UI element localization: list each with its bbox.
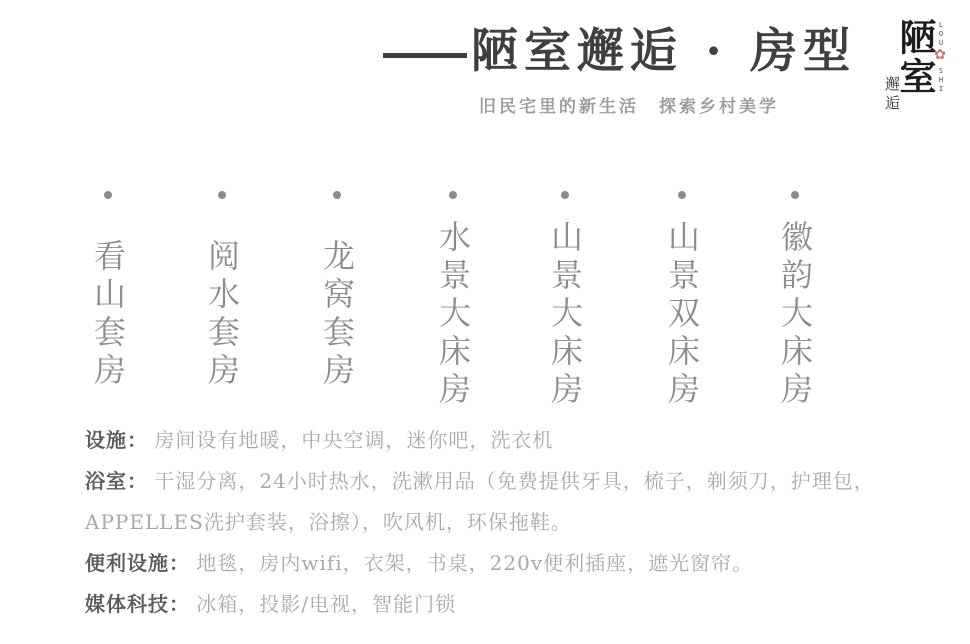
flower-seal-icon: ✿: [934, 47, 946, 63]
bullet-dot-icon: [449, 191, 457, 199]
amenity-text: 地毯，房内wifi，衣架，书桌，220v便利插座，遮光窗帘。: [196, 551, 754, 575]
room-type-column: [315, 191, 359, 417]
logo-sub-text: 邂逅: [883, 76, 901, 114]
page-title: 陋室邂逅 · 房型: [471, 24, 857, 79]
bullet-dot-icon: [218, 191, 226, 199]
amenity-label: 设施：: [85, 428, 148, 452]
amenities-section: [85, 428, 905, 633]
room-type-column: [543, 191, 587, 417]
amenity-label: 媒体科技：: [85, 592, 190, 616]
room-type-name: 阅水套房: [203, 238, 241, 391]
room-type-name: 看山套房: [89, 238, 127, 391]
room-type-column: [431, 191, 475, 417]
page-subtitle: 旧民宅里的新生活 探索乡村美学: [479, 97, 779, 117]
logo-latin-top: LOU: [937, 21, 945, 48]
room-type-column: [200, 191, 244, 417]
amenity-line-bathroom: [85, 469, 905, 493]
room-type-name: 山景双床房: [663, 219, 701, 410]
room-type-name: 龙窝套房: [318, 238, 356, 391]
page-header: [383, 26, 856, 78]
brand-logo: [878, 14, 960, 134]
room-type-column: [660, 191, 704, 417]
amenity-line-media: [85, 592, 905, 616]
amenity-text: 冰箱，投影/电视，智能门锁: [196, 592, 457, 616]
room-type-name: 水景大床房: [434, 219, 472, 410]
title-dash-rule: [383, 53, 467, 58]
amenity-line-bathroom-cont: [85, 510, 905, 534]
logo-calligraphy-text: 陋室: [893, 18, 937, 96]
room-type-column: [86, 191, 130, 417]
amenity-label: 浴室：: [85, 469, 148, 493]
amenity-text: APPELLES洗护套装，浴擦），吹风机，环保拖鞋。: [85, 510, 572, 534]
room-type-name: 山景大床房: [546, 219, 584, 410]
bullet-dot-icon: [678, 191, 686, 199]
bullet-dot-icon: [791, 191, 799, 199]
room-type-column: [773, 191, 817, 417]
bullet-dot-icon: [104, 191, 112, 199]
bullet-dot-icon: [561, 191, 569, 199]
amenity-text: 干湿分离，24小时热水，洗漱用品（免费提供牙具，梳子，剃须刀，护理包，: [154, 469, 875, 493]
room-type-name: 徽韵大床房: [776, 219, 814, 410]
amenity-line-facilities: [85, 428, 905, 452]
bullet-dot-icon: [333, 191, 341, 199]
amenity-text: 房间设有地暖，中央空调，迷你吧，洗衣机: [154, 428, 554, 452]
amenity-line-convenience: [85, 551, 905, 575]
logo-latin-bottom: SHI: [937, 67, 945, 94]
amenity-label: 便利设施：: [85, 551, 190, 575]
